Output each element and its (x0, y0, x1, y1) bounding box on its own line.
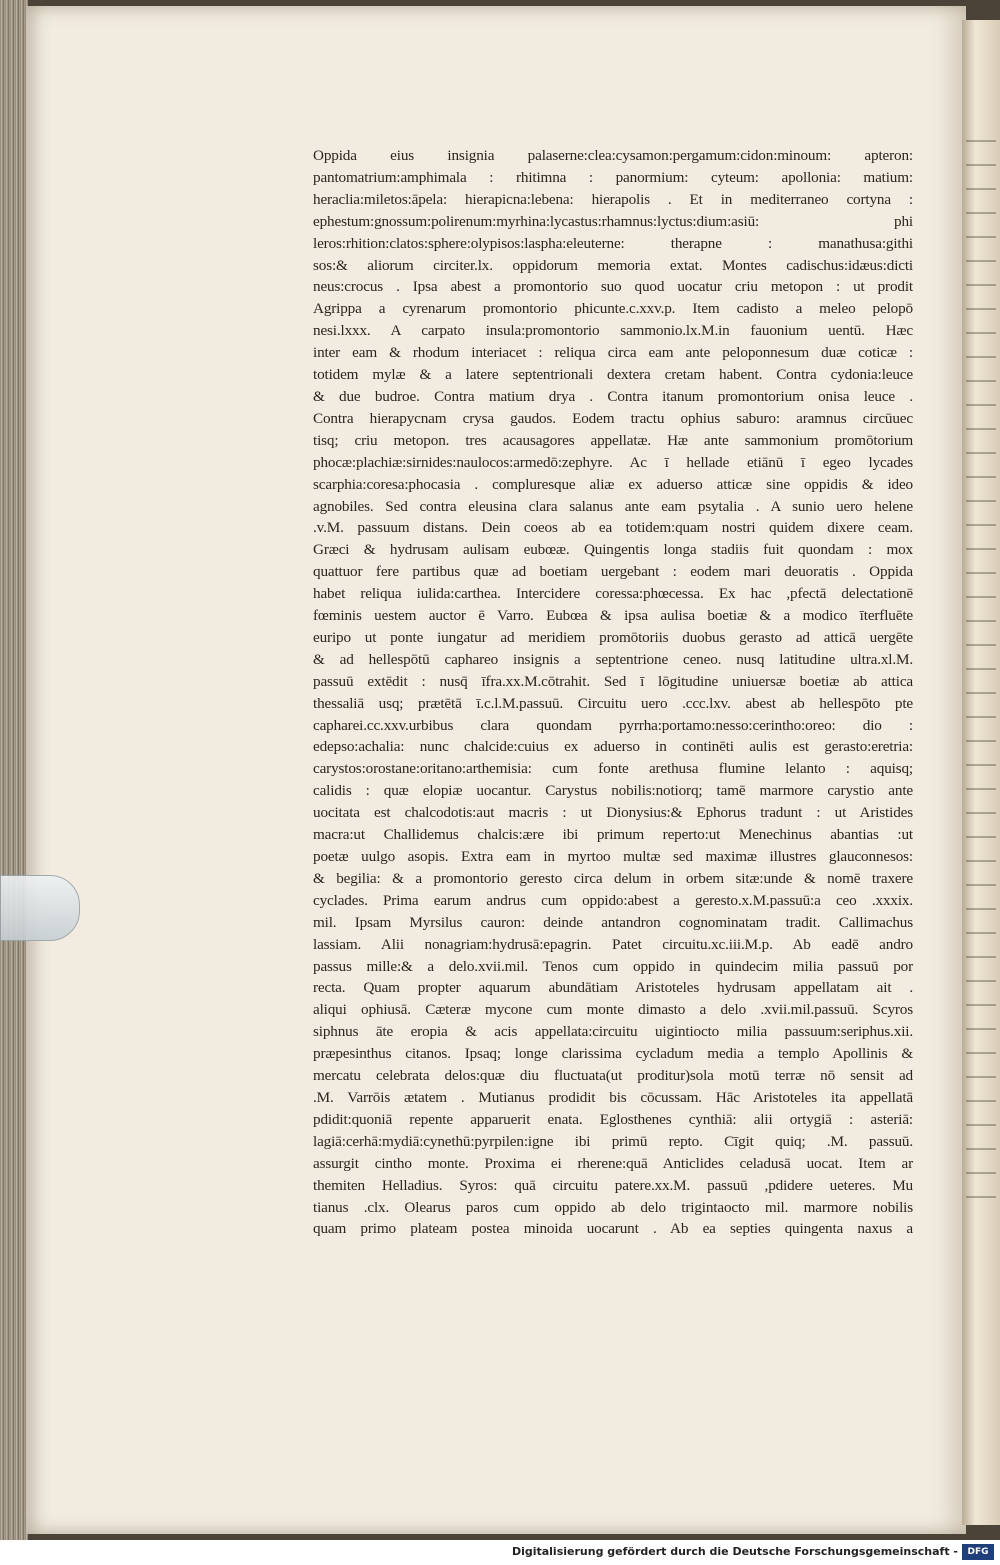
text-line: neus:crocus . Ipsa abest a promontorio suo quod uocatur criu metopon : ut prodit (313, 278, 913, 296)
text-line: pdidit:quoniā repente apparuerit enata. Eglosthenes cynthiā: alii ortygiā : asteriā: (313, 1110, 913, 1128)
text-line: calidis : quæ elopiæ uocantur. Carystus nobilis:notiorq; tamē marmore carystio ante (313, 782, 913, 800)
text-line: .M. Varrōis ætatem . Mutianus prodidit bis cōcussam. Hāc Aristoteles ita appellatā (313, 1088, 913, 1106)
text-line: quattuor fere partibus quæ ad boetiam uergebant : eodem mari deuoratis . Oppida (313, 563, 913, 581)
text-line: Oppida eius insignia palaserne:clea:cysamon:pergamum:cidon:minoum: apteron: (313, 147, 913, 164)
text-line: fœminis uestem auctor ē Varro. Eubœa & ipsa aulisa boetiæ & a modico īterfluēte (313, 607, 913, 625)
text-line: passus mille:& a delo.xvii.mil. Tenos cum oppido in quindecim milia passuū por (313, 957, 913, 975)
text-line: carystos:orostane:oritano:arthemisia: cum fonte arethusa flumine lelanto : aquisq; (313, 760, 913, 778)
text-line: euripo ut ponte iungatur ad meridiem promōtoriis duobus gerasto ad atticā uergēte (313, 628, 913, 646)
page-edges (0, 0, 28, 1540)
text-line: themiten Helladius. Syros: quā circuitu patere.xx.M. passuū ,pdidere ueteres. Mu (313, 1176, 913, 1194)
text-line: mil. Ipsam Myrsilus cauron: deinde antandron cognominatam tradit. Callimachus (313, 913, 913, 931)
text-line: lassiam. Alii nonagriam:hydrusā:epagrin. Patet circuitu.xc.iii.M.p. Ab eadē andro (313, 935, 913, 953)
text-line: Agrippa a cyrenarum promontorio phicunte.c.xxv.p. Item cadisto a meleo pelopō (313, 300, 913, 318)
text-line: Contra hierapycnam crysa gaudos. Eodem tractu ophius saburo: aramnus circūuec (313, 409, 913, 427)
text-line: capharei.cc.xxv.urbibus clara quondam pyrrha:portamo:nesso:cerintho:oreo: dio : (313, 716, 913, 734)
text-line: edepso:achalia: nunc chalcide:cuius ex aduerso in continēti aulis est gerasto:eretria: (313, 738, 913, 756)
dfg-logo: DFG (962, 1544, 994, 1560)
text-line: & due budroe. Contra matium drya . Contra itanum promontorium onisa leuce . (313, 387, 913, 405)
footer (0, 1540, 1000, 1565)
funding-credit: Digitalisierung gefördert durch die Deutsche Forschungsgemeinschaft - (511, 1545, 958, 1558)
text-line: præpesinthus citanos. Ipsaq; longe clarissima cycladum media a templo Apollinis & (313, 1045, 913, 1063)
text-line: inter eam & rhodum interiacet : reliqua circa eam ante peloponnesum duæ coticæ : (313, 344, 913, 362)
text-line: macra:ut Challidemus chalcis:ære ibi primum reperto:ut Menechinus abantias :ut (313, 826, 913, 844)
text-line: pantomatrium:amphimala : rhitimna : panormium: cyteum: apollonia: matium: (313, 168, 913, 186)
text-line: lagiā:cerhā:mydiā:cynethū:pyrpilen:igne ibi primū repto. Cīgit quiq; .M. passuū. (313, 1132, 913, 1150)
text-line: leros:rhition:clatos:sphere:olypisos:laspha:eleuterne: therapne : manathusa:githi (313, 234, 913, 252)
next-page-text-shadow (966, 140, 996, 1220)
text-line: tisq; criu metopon. tres acausagores appellatæ. Hæ ante sammonium promōtorium (313, 431, 913, 449)
text-line: & begilia: & a promontorio geresto circa delum in orbem sitæ:unde & nomē traxere (313, 869, 913, 887)
text-line: ephestum:gnossum:polirenum:myrhina:lycastus:rhamnus:lyctus:dium:asiū: phi (313, 212, 913, 230)
text-line: agnobiles. Sed contra eleusina clara salanus ante eam psytalia . A sunio uero helene (313, 497, 913, 515)
text-line: nesi.lxxx. A carpato insula:promontorio sammonio.lx.M.in fauonium uentū. Hæc (313, 322, 913, 340)
text-line: thessaliā usq; prætētā ī.c.l.M.passuū. Circuitu uero .ccc.lxv. abest ab hellespōto pte (313, 694, 913, 712)
text-line: siphnus āte eropia & acis appellata:circuitu uigintiocto milia passuum:seriphus.xii. (313, 1023, 913, 1041)
text-line: aliqui ophiusā. Cæteræ mycone cum monte dimasto a delo .xvii.mil.passuū. Scyros (313, 1001, 913, 1019)
text-line: habet reliqua iulida:carthea. Intercidere coressa:phœcessa. Ex hac ,pfectā delectationē (313, 585, 913, 603)
text-line: heraclia:miletos:āpela: hierapicna:lebena: hierapolis . Et in mediterraneo cortyna : (313, 190, 913, 208)
text-line: poetæ uulgo asopis. Extra eam in myrtoo multæ sed maximæ illustres glauconnesos: (313, 848, 913, 865)
text-line: passuū extēdit : nusq̄ īfra.xx.M.cōtrahit. Sed ī lōgitudine uniuersæ boetiæ ab attica (313, 672, 913, 690)
text-line: sos:& aliorum circiter.lx. oppidorum memoria extat. Montes cadischus:idæus:dicti (313, 256, 913, 274)
text-line: recta. Quam propter aquarum abundātiam Aristoteles hydrusam appellatam ait . (313, 979, 913, 997)
text-line: uocitata est chalcodotis:aut macris : ut Dionysius:& Ephorus tradunt : ut Aristides (313, 804, 913, 822)
text-line: phocæ:plachiæ:sirnides:naulocos:armedō:zephyre. Ac ī hellade etiānū ī egeo lycades (313, 453, 913, 471)
text-line: tianus .clx. Olearus paros cum oppido ab delo trigintaocto mil. marmore nobilis (313, 1198, 913, 1216)
text-line: cyclades. Prima earum andrus cum oppido:abest a geresto.x.M.passuū:a ceo .xxxix. (313, 891, 913, 909)
text-line: scarphia:coresa:phocasia . compluresque aliæ ex aduerso atticæ sine oppidis & ideo (313, 475, 913, 493)
text-line: mercatu celebrata delos:quæ diu fluctuata(ut proditur)sola motū terræ nō sensit ad (313, 1067, 913, 1085)
text-block (313, 145, 913, 1240)
text-line: totidem mylæ & a latere septentrionali dextera cretam habent. Contra cydonia:leuce (313, 366, 913, 384)
text-line: .v.M. passuum distans. Dein coeos ab ea totidem:quam nostri quidem dixere ceam. (313, 519, 913, 537)
text-line: & ad hellespōtū caphareo insignis a septentrione ceneo. nusq latitudine ultra.xl.M. (313, 650, 913, 668)
text-line: quam primo plateam postea minoida uocarunt . Ab ea septies quingenta naxus a (313, 1220, 913, 1238)
bookmark-clip (0, 875, 80, 941)
text-line: Græci & hydrusam aulisam eubœæ. Quingentis longa stadiis fuit quondam : mox (313, 541, 913, 559)
text-line: assurgit cintho monte. Proxima ei rherene:quā Anticlides celadusā uocat. Item ar (313, 1154, 913, 1172)
